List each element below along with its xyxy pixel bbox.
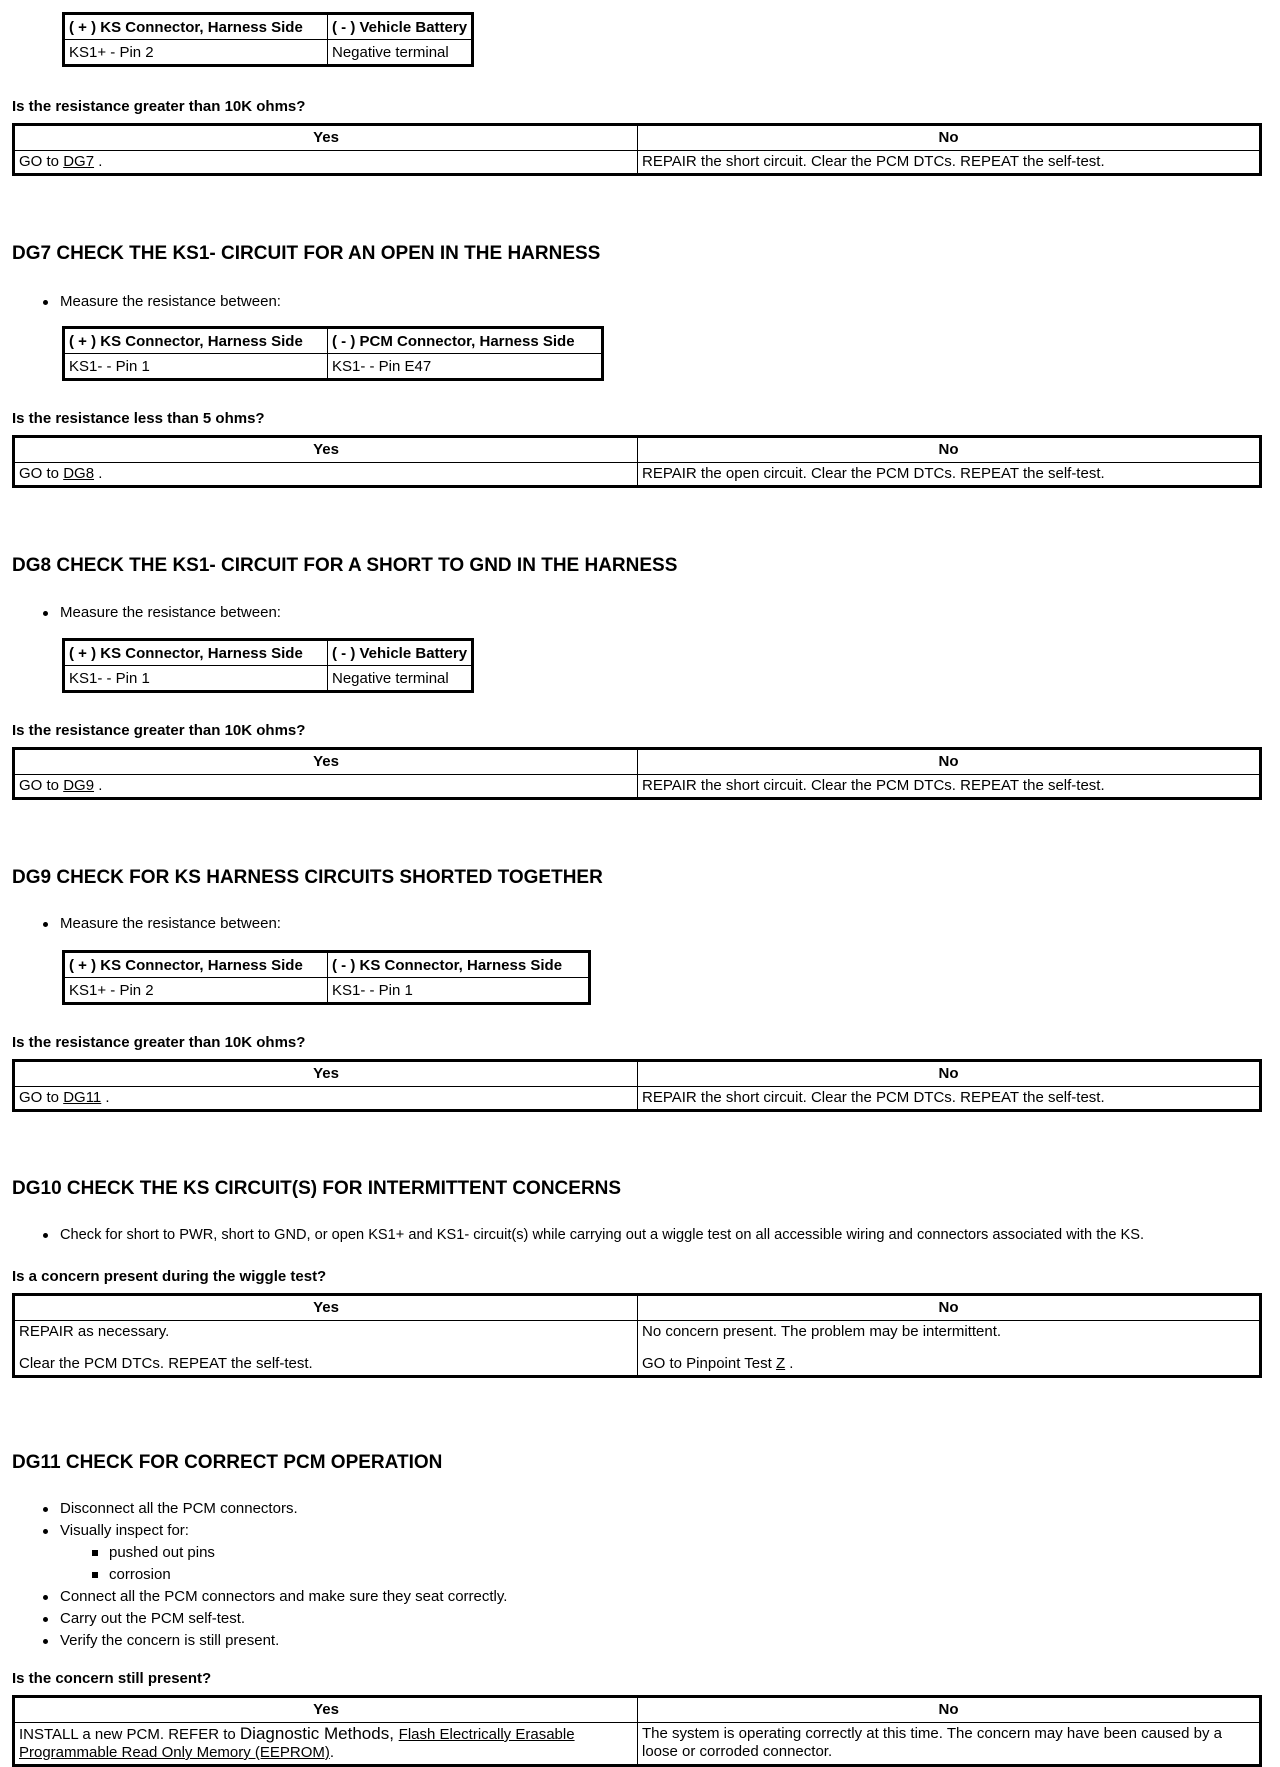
bullet-list — [12, 291, 1262, 313]
yes-no-table — [12, 435, 1262, 488]
no-text: GO to Pinpoint Test — [642, 1355, 776, 1372]
yes-text: GO to — [19, 153, 64, 170]
yes-text-end: . — [94, 153, 103, 170]
yes-no-table — [12, 747, 1262, 800]
yes-cell — [14, 463, 638, 487]
pin-table — [62, 638, 474, 693]
bullet-item: Disconnect all the PCM connectors. — [12, 1498, 1262, 1520]
yes-no-table — [12, 123, 1262, 176]
yes-text-end: . — [94, 777, 103, 794]
bullet-item: Check for short to PWR, short to GND, or open KS1+ and KS1- circuit(s) while carrying out a wiggle test on all accessible wiring and connectors associated with the KS. — [12, 1224, 1280, 1246]
yes-text: INSTALL a new PCM. REFER to — [19, 1726, 240, 1743]
yes-cell — [14, 1321, 638, 1377]
pin-table-cell-positive: KS1+ - Pin 2 — [64, 40, 328, 66]
yes-text: GO to — [19, 777, 64, 794]
bullet-item: Carry out the PCM self-test. — [12, 1608, 1262, 1630]
question: Is the resistance less than 5 ohms? — [12, 410, 265, 427]
yes-header: Yes — [14, 125, 638, 151]
no-header: No — [638, 437, 1261, 463]
pin-table-cell-negative: Negative terminal — [328, 40, 473, 66]
yes-no-table — [12, 1293, 1262, 1378]
yes-line: REPAIR as necessary. — [19, 1323, 170, 1340]
bullet-list — [12, 602, 1262, 624]
pin-table-header-negative: ( - ) Vehicle Battery — [328, 640, 473, 666]
sub-bullet-item: pushed out pins — [12, 1542, 1262, 1564]
pin-table-header-positive: ( + ) KS Connector, Harness Side — [64, 328, 328, 354]
yes-text-end: . — [101, 1089, 110, 1106]
no-header: No — [638, 125, 1261, 151]
link-dg7[interactable]: DG7 — [63, 153, 95, 170]
no-cell: REPAIR the short circuit. Clear the PCM DTCs. REPEAT the self-test. — [638, 775, 1261, 799]
yes-header: Yes — [14, 749, 638, 775]
pin-table — [62, 950, 591, 1005]
yes-text-ref: Diagnostic Methods, — [239, 1724, 399, 1743]
bullet-list — [12, 1224, 1280, 1246]
bullet-item: Verify the concern is still present. — [12, 1630, 1262, 1652]
link-dg9[interactable]: DG9 — [63, 777, 95, 794]
bullet-item: Measure the resistance between: — [12, 913, 1262, 935]
sub-bullet-item: corrosion — [12, 1564, 1262, 1586]
section-heading-dg8: DG8 CHECK THE KS1- CIRCUIT FOR A SHORT TO GND IN THE HARNESS — [12, 555, 678, 576]
bullet-item: Measure the resistance between: — [12, 291, 1262, 313]
no-cell — [638, 1321, 1261, 1377]
yes-cell — [14, 151, 638, 175]
yes-cell — [14, 1723, 638, 1766]
no-header: No — [638, 1061, 1261, 1087]
pin-table-header-negative: ( - ) KS Connector, Harness Side — [328, 952, 590, 978]
link-dg8[interactable]: DG8 — [63, 465, 95, 482]
bullet-item: Measure the resistance between: — [12, 602, 1262, 624]
no-cell: REPAIR the open circuit. Clear the PCM DTCs. REPEAT the self-test. — [638, 463, 1261, 487]
no-line: No concern present. The problem may be intermittent. — [642, 1323, 1002, 1340]
bullet-item: Visually inspect for: — [12, 1520, 1262, 1542]
yes-cell — [14, 775, 638, 799]
no-line — [642, 1355, 1255, 1373]
pin-table-cell-negative: Negative terminal — [328, 666, 473, 692]
section-heading-dg9: DG9 CHECK FOR KS HARNESS CIRCUITS SHORTED TOGETHER — [12, 867, 603, 888]
pin-table-cell-negative: KS1- - Pin E47 — [328, 354, 603, 380]
no-header: No — [638, 749, 1261, 775]
section-heading-dg7: DG7 CHECK THE KS1- CIRCUIT FOR AN OPEN IN THE HARNESS — [12, 243, 601, 264]
pin-table-cell-negative: KS1- - Pin 1 — [328, 978, 590, 1004]
question: Is the concern still present? — [12, 1670, 212, 1687]
yes-no-table — [12, 1695, 1262, 1767]
no-cell: REPAIR the short circuit. Clear the PCM DTCs. REPEAT the self-test. — [638, 151, 1261, 175]
link-pinpoint-test-z[interactable]: Z — [775, 1355, 786, 1372]
no-header: No — [638, 1697, 1261, 1723]
pin-table-header-negative: ( - ) PCM Connector, Harness Side — [328, 328, 603, 354]
link-flash-eeprom[interactable]: Flash Electrically Erasable Programmable Read Only Memory (EEPROM) — [19, 1726, 575, 1761]
no-text-end: . — [785, 1355, 794, 1372]
bullet-list — [12, 913, 1262, 935]
yes-text-end: . — [329, 1744, 335, 1761]
section-heading-dg11: DG11 CHECK FOR CORRECT PCM OPERATION — [12, 1452, 443, 1473]
pin-table-header-positive: ( + ) KS Connector, Harness Side — [64, 640, 328, 666]
pin-table-header-positive: ( + ) KS Connector, Harness Side — [64, 14, 328, 40]
yes-text: GO to — [19, 1089, 64, 1106]
no-cell: The system is operating correctly at this time. The concern may have been caused by a loose or corroded connector. — [638, 1723, 1261, 1766]
bullet-item: Connect all the PCM connectors and make sure they seat correctly. — [12, 1586, 1262, 1608]
yes-header: Yes — [14, 1061, 638, 1087]
yes-header: Yes — [14, 1295, 638, 1321]
pin-table-header-positive: ( + ) KS Connector, Harness Side — [64, 952, 328, 978]
yes-text-end: . — [94, 465, 103, 482]
question: Is a concern present during the wiggle test? — [12, 1268, 327, 1285]
bullet-list — [12, 1498, 1262, 1652]
question: Is the resistance greater than 10K ohms? — [12, 722, 306, 739]
yes-line: Clear the PCM DTCs. REPEAT the self-test. — [19, 1355, 313, 1372]
no-header: No — [638, 1295, 1261, 1321]
pin-table-cell-positive: KS1- - Pin 1 — [64, 354, 328, 380]
section-heading-dg10: DG10 CHECK THE KS CIRCUIT(S) FOR INTERMITTENT CONCERNS — [12, 1178, 622, 1199]
question: Is the resistance greater than 10K ohms? — [12, 1034, 306, 1051]
pin-table-header-negative: ( - ) Vehicle Battery — [328, 14, 473, 40]
yes-no-table — [12, 1059, 1262, 1112]
yes-header: Yes — [14, 437, 638, 463]
sub-list-container — [12, 1542, 1262, 1586]
pin-table-cell-positive: KS1+ - Pin 2 — [64, 978, 328, 1004]
link-dg11[interactable]: DG11 — [63, 1089, 102, 1106]
yes-header: Yes — [14, 1697, 638, 1723]
sub-bullet-list — [12, 1542, 1262, 1586]
yes-cell — [14, 1087, 638, 1111]
pin-table — [62, 326, 604, 381]
no-cell: REPAIR the short circuit. Clear the PCM DTCs. REPEAT the self-test. — [638, 1087, 1261, 1111]
pin-table-cell-positive: KS1- - Pin 1 — [64, 666, 328, 692]
question: Is the resistance greater than 10K ohms? — [12, 98, 306, 115]
pin-table — [62, 12, 474, 67]
yes-text: GO to — [19, 465, 64, 482]
